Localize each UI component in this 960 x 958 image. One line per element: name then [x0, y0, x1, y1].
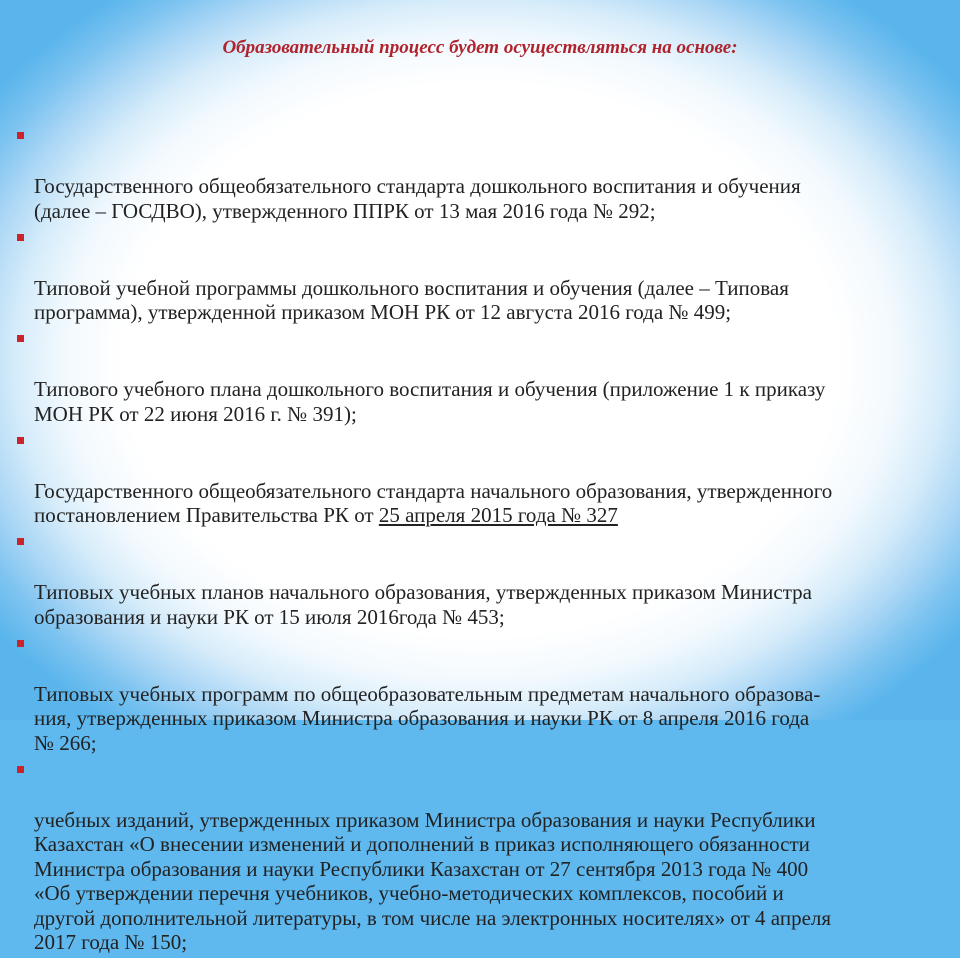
list-item [16, 227, 952, 325]
list-item-text: Типового учебного плана дошкольного воспитания и обучения (приложение 1 к приказу МОН РК от 22 июня 2016 г. № 391); [34, 377, 826, 426]
list-item-text: Типовой учебной программы дошкольного воспитания и обучения (далее – Типовая программа), утвержденной приказом МОН РК от 12 августа 2016 года № 499; [34, 275, 789, 324]
square-bullet-icon [17, 437, 24, 444]
list-item-text: Государственного общеобязательного стандарта начального образования, утвержденного постановлением Правительства РК от [34, 478, 833, 527]
list-item [16, 633, 952, 756]
list-item [16, 430, 952, 528]
list-item-text: Типовых учебных программ по общеобразовательным предметам начального образова- ния, утвержденных приказом Министра образования и науки РК от 8 апреля 2016 года № 266; [34, 681, 821, 755]
list-item-text: Типовых учебных планов начального образования, утвержденных приказом Министра образования и науки РК от 15 июля 2016года № 453; [34, 580, 812, 629]
list-item-text: учебных изданий, утвержденных приказом Министра образования и науки Республики Казахстан «О внесении изменений и дополнений в приказ исполняющего обязанности Министра образования и науки Республики Казахстан от 27 сентября 2013 года № 400 «Об утверждении перечня учебников, учебно-методических комплексов, пособий и другой дополнительной литературы, в том числе на электронных носителях» от 4 апреля 2017 года № 150; [34, 807, 832, 954]
square-bullet-icon [17, 132, 24, 139]
decree-link[interactable]: 25 апреля 2015 года № 327 [378, 503, 618, 527]
bullet-list [16, 125, 952, 958]
list-item [16, 759, 952, 955]
square-bullet-icon [17, 766, 24, 773]
square-bullet-icon [17, 640, 24, 647]
slide-title: Образовательный процесс будет осуществляться на основе: [222, 37, 738, 58]
square-bullet-icon [17, 335, 24, 342]
list-item-text: Государственного общеобязательного стандарта дошкольного воспитания и обучения (далее – ГОСДВО), утвержденного ППРК от 13 мая 2016 года № 292; [34, 174, 801, 223]
square-bullet-icon [17, 234, 24, 241]
list-item [16, 531, 952, 629]
list-item [16, 328, 952, 426]
list-item [16, 125, 952, 223]
square-bullet-icon [17, 538, 24, 545]
